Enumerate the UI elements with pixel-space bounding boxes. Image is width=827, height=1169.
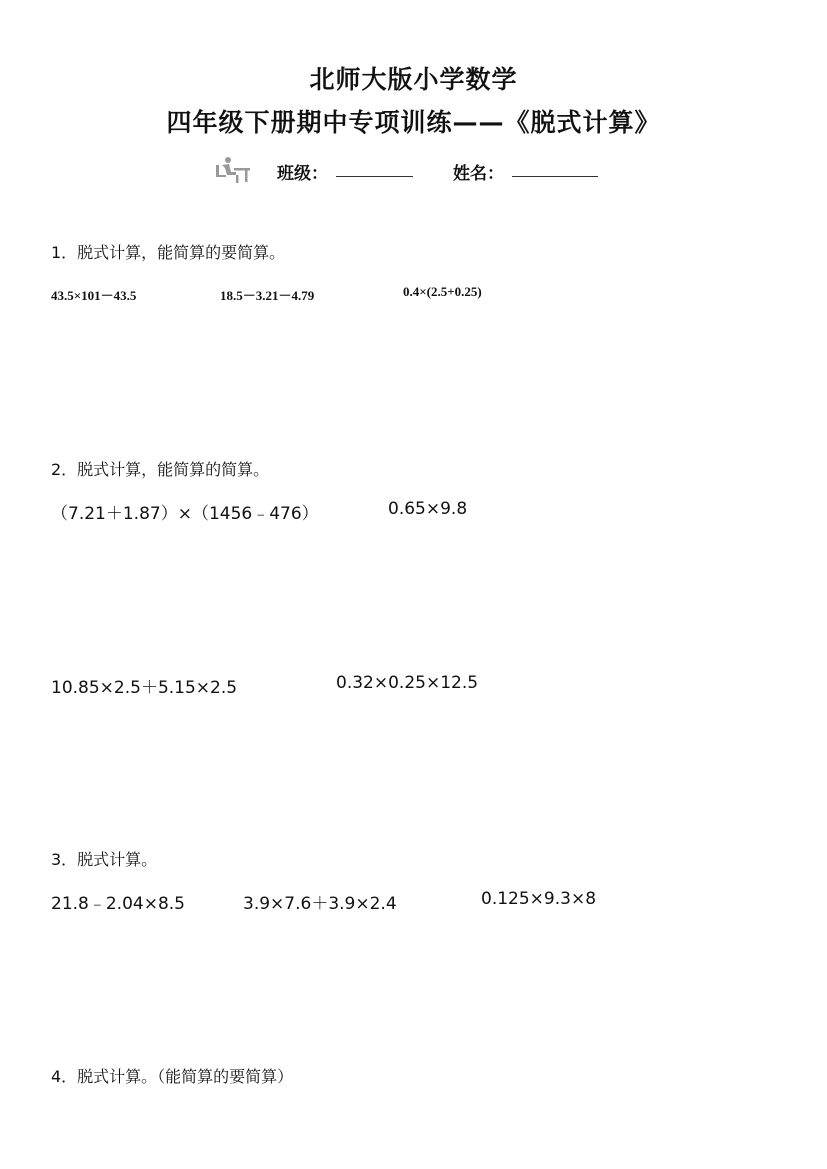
class-blank[interactable] <box>336 176 413 177</box>
question-3-title: 3．脱式计算。 <box>51 850 158 869</box>
question-2-title: 2．脱式计算，能简算的简算。 <box>51 460 270 479</box>
question-1-title: 1．脱式计算，能简算的要简算。 <box>51 243 286 262</box>
q2-expression-3: 10.85×2.5＋5.15×2.5 <box>51 678 238 698</box>
q2-expression-2: 0.65×9.8 <box>388 499 468 519</box>
question-4-title: 4．脱式计算。（能简算的要简算） <box>51 1067 294 1086</box>
page-subtitle: 四年级下册期中专项训练——《脱式计算》 <box>166 108 661 137</box>
q1-expression-2: 18.5－3.21－4.79 <box>220 288 315 303</box>
q1-expression-1: 43.5×101－43.5 <box>51 288 137 303</box>
class-label: 班级： <box>277 164 328 184</box>
student-info-row <box>0 156 827 186</box>
name-blank[interactable] <box>512 176 598 177</box>
q3-expression-1: 21.8﹣2.04×8.5 <box>51 894 185 914</box>
q2-expression-4: 0.32×0.25×12.5 <box>336 673 479 693</box>
student-at-desk-icon <box>214 156 252 184</box>
name-label: 姓名： <box>453 164 504 184</box>
page-title: 北师大版小学数学 <box>309 65 518 94</box>
q2-expression-1: （7.21＋1.87）×（1456﹣476） <box>51 504 319 524</box>
q3-expression-3: 0.125×9.3×8 <box>481 889 597 909</box>
q1-expression-3: 0.4×(2.5+0.25) <box>403 284 482 299</box>
q3-expression-2: 3.9×7.6＋3.9×2.4 <box>243 894 397 914</box>
